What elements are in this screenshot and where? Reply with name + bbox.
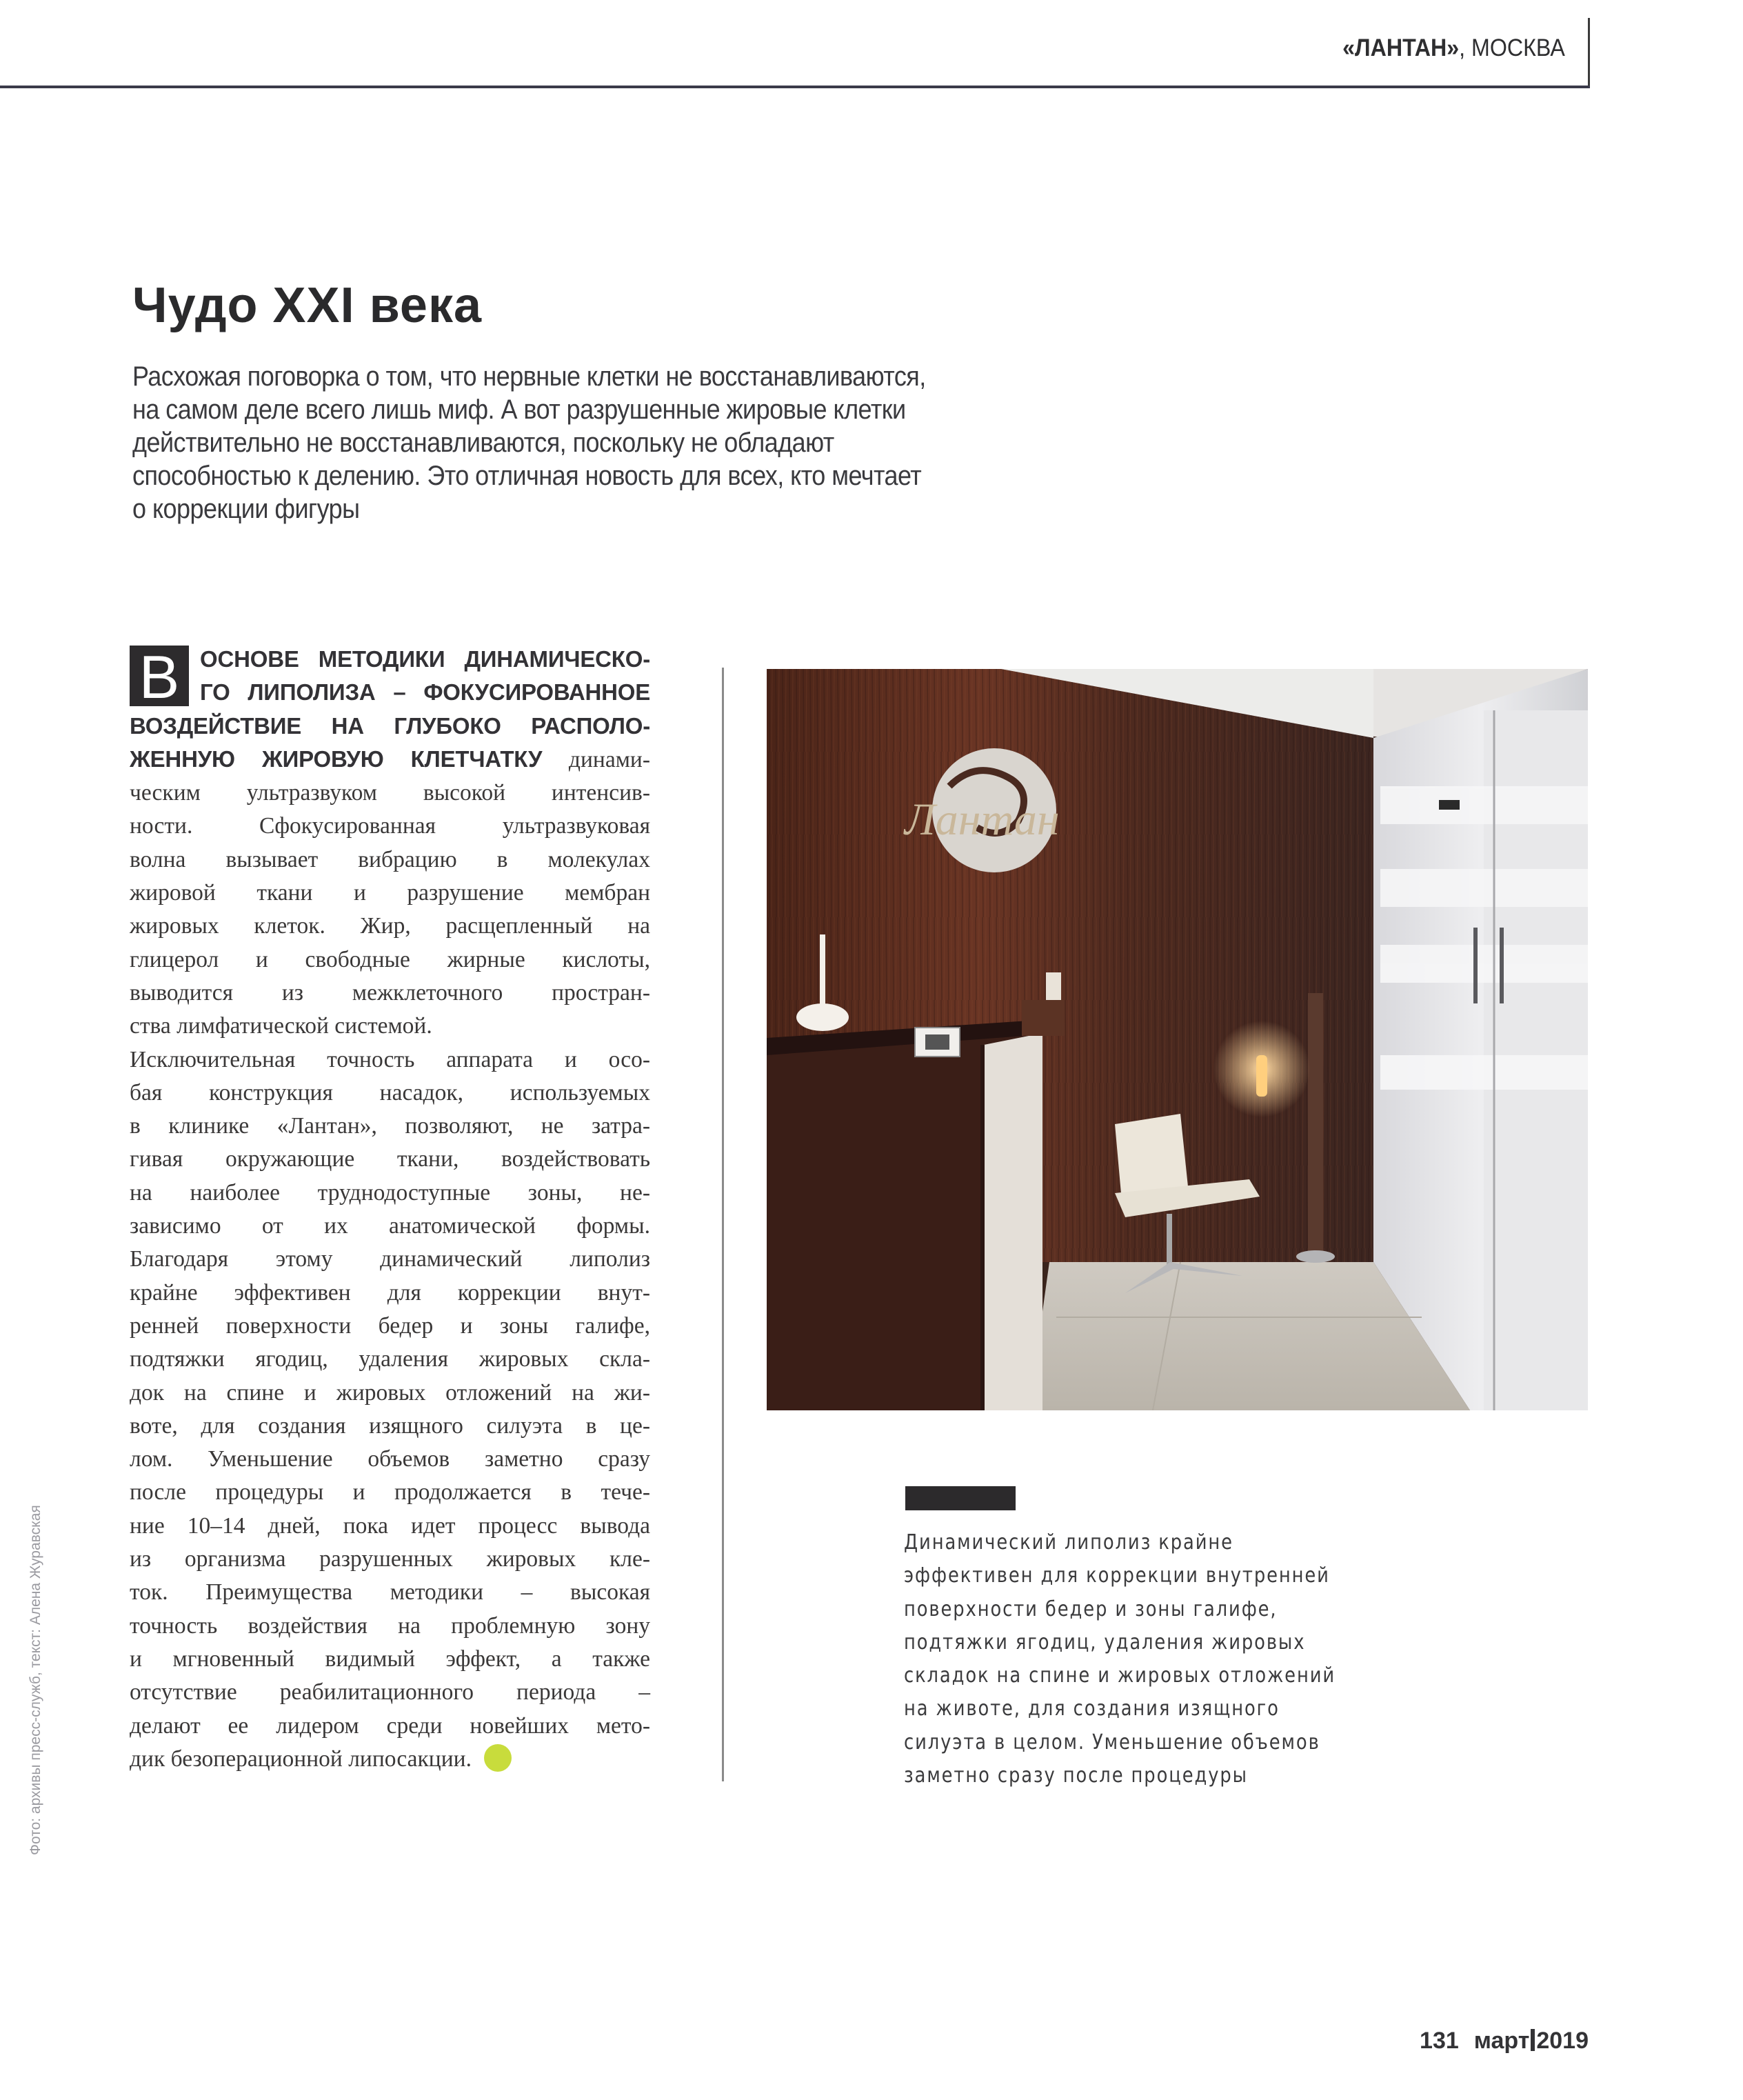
caption-line: поверхности бедер и зоны галифе, [904,1597,1278,1621]
footer-separator [1531,2029,1535,2051]
column-divider [722,668,724,1781]
page-number: 131 [1420,2028,1459,2054]
caption-line: заметно сразу после процедуры [904,1763,1248,1788]
photo-caption [904,1526,1524,1792]
body-line: из организма разрушенных жировых кле- [130,1546,650,1572]
photo-signage-text: Лантан [905,794,1060,845]
header-vertical-rule [1588,18,1590,88]
caption-line: Динамический липолиз крайне [904,1530,1233,1554]
body-line: ства лимфатической системой. [130,1013,432,1039]
lede-line: ОСНОВЕ МЕТОДИКИ ДИНАМИЧЕСКО- [200,646,650,672]
body-line: волна вызывает вибрацию в молекулах [130,846,650,872]
body-line: бая конструкция насадок, используемых [130,1079,650,1106]
body-line: ние 10–14 дней, пока идет процесс вывода [130,1512,650,1539]
body-line-final [130,1743,650,1776]
lead-line: о коррекции фигуры [132,494,360,524]
article-lead [132,360,1208,526]
article-body [130,643,650,1776]
lede-line: ЖЕННУЮ ЖИРОВУЮ КЛЕТЧАТКУ [130,746,543,772]
body-line: ности. Сфокусированная ультразвуковая [130,813,650,839]
issue-month: март [1473,2028,1530,2054]
body-line: и мгновенный видимый эффект, а также [130,1646,650,1672]
body-line: в клинике «Лантан», позволяют, не затра- [130,1113,650,1139]
body-line: ток. Преимущества методики – высокая [130,1579,650,1606]
body-line: Исключительная точность аппарата и осо- [130,1046,650,1072]
body-line: дик безоперационной липосакции. [130,1746,472,1772]
body-line: делают ее лидером среди новейших мето- [130,1712,650,1739]
dropcap-box [130,643,189,711]
body-line: Благодаря этому динамический липолиз [130,1246,650,1272]
body-line: ренней поверхности бедер и зоны галифе, [130,1312,650,1339]
lede-line: ГО ЛИПОЛИЗА – ФОКУСИРОВАННОЕ [200,679,650,706]
lead-line: способностью к делению. Это отличная новость для всех, кто мечтает [132,461,922,491]
photo-text-credit: Фото: архивы пресс-служб, текст: Алена Журавская [28,1505,43,1855]
lead-line: на самом деле всего лишь миф. А вот разрушенные жировые клетки [132,394,906,425]
caption-line: подтяжки ягодиц, удаления жировых [904,1630,1306,1654]
lede-line: ВОЗДЕЙСТВИЕ НА ГЛУБОКО РАСПОЛО- [130,712,650,739]
lead-line: Расхожая поговорка о том, что нервные клетки не восстанавливаются, [132,361,926,392]
section-brand: «ЛАНТАН» [1342,34,1460,61]
caption-line: складок на спине и жировых отложений [904,1663,1336,1688]
lede-tail: динами- [542,746,650,772]
caption-line: силуэта в целом. Уменьшение объемов [904,1730,1320,1754]
body-line: после процедуры и продолжается в тече- [130,1479,650,1506]
body-line: док на спине и жировых отложений на жи- [130,1379,650,1406]
body-line: крайне эффективен для коррекции внут- [130,1279,650,1306]
lede-line-mixed [130,743,650,777]
header-rule [0,86,1590,88]
article-title: Чудо XXI века [132,278,483,333]
caption-line: на животе, для создания изящного [904,1697,1280,1721]
dropcap: В [139,643,180,711]
reception-photo [767,669,1588,1410]
body-line: отсутствие реабилитационного периода – [130,1679,650,1706]
body-line: лом. Уменьшение объемов заметно сразу [130,1446,650,1472]
section-city: , МОСКВА [1459,34,1565,61]
body-line: подтяжки ягодиц, удаления жировых скла- [130,1346,650,1372]
body-line: гивая окружающие ткани, воздействовать [130,1146,650,1172]
body-line: ческим ультразвуком высокой интенсив- [130,780,650,806]
body-line: жировой ткани и разрушение мембран [130,880,650,906]
page-footer [1420,2028,1589,2054]
end-mark-icon [484,1744,512,1772]
lead-line: действительно не восстанавливаются, поскольку не обладают [132,428,834,458]
body-line: жировых клеток. Жир, расщепленный на [130,913,650,939]
reception-photo-illustration [767,669,1588,1410]
body-line: воте, для создания изящного силуэта в це- [130,1412,650,1439]
caption-line: эффективен для коррекции внутренней [904,1563,1330,1588]
body-line: выводится из межклеточного простран- [130,979,650,1006]
caption-bar [905,1486,1016,1510]
body-line: зависимо от их анатомической формы. [130,1213,650,1239]
body-line: на наиболее труднодоступные зоны, не- [130,1179,650,1206]
issue-year: 2019 [1536,2028,1589,2054]
body-line: точность воздействия на проблемную зону [130,1612,650,1639]
body-line: глицерол и свободные жирные кислоты, [130,946,650,972]
section-label [1342,34,1565,62]
